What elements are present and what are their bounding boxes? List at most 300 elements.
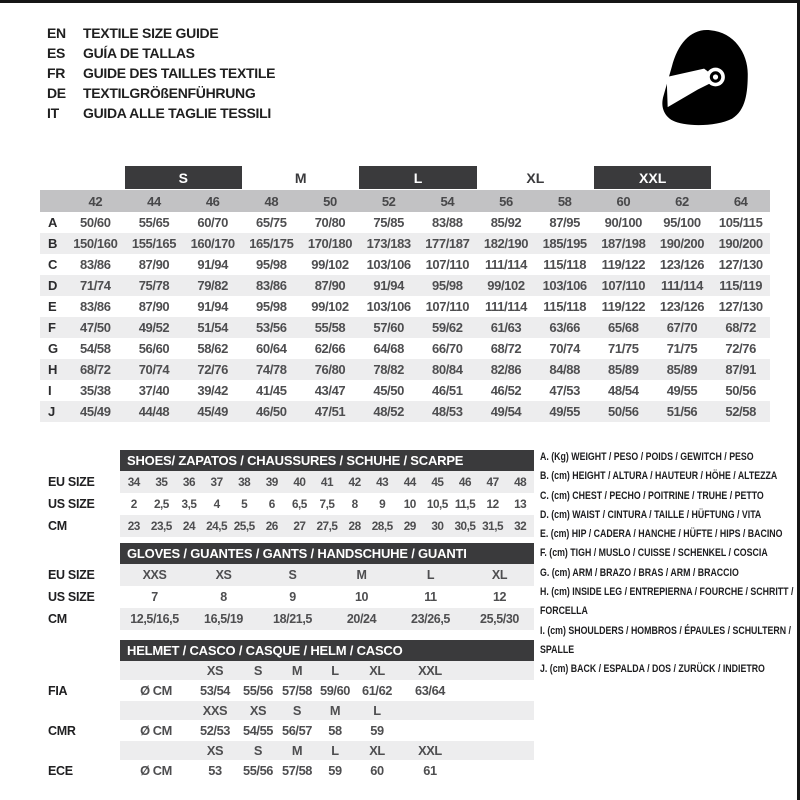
value-cell: 53 [208, 763, 222, 778]
value-cell: 7 [151, 590, 158, 604]
value-cell: 11 [424, 590, 437, 604]
value-cell: 107/110 [601, 278, 646, 293]
value-cell: 49/55 [549, 404, 580, 419]
size-cell: 58 [557, 193, 572, 209]
table-row [40, 586, 534, 608]
language-row [47, 63, 275, 83]
row-letter: F [48, 320, 56, 335]
value-cell: 9 [289, 590, 296, 604]
value-cell: 47 [486, 475, 499, 489]
row-values [120, 586, 534, 608]
size-cell: L [331, 663, 339, 678]
value-cell: 54/58 [80, 341, 111, 356]
value-cell: 37 [210, 475, 223, 489]
value-cell: 123/126 [659, 299, 705, 314]
unit-spacer [120, 661, 192, 680]
value-cell: 187/198 [601, 236, 646, 251]
value-cell: 111/114 [484, 299, 528, 314]
value-cell: 75/78 [138, 278, 170, 293]
value-cell: 123/126 [659, 257, 705, 272]
value-cell: 44 [403, 475, 416, 489]
value-cell: 35 [155, 475, 168, 489]
value-cell: 87/90 [314, 278, 346, 293]
value-cell: 40 [293, 475, 306, 489]
size-cell: 42 [88, 193, 103, 209]
value-cell: 61/63 [490, 320, 522, 335]
value-cell: 7,5 [319, 497, 335, 511]
size-group-s: S [125, 166, 242, 189]
unit-spacer [120, 701, 192, 720]
legend-item: G. (cm) ARM / BRAZO / BRAS / ARM / BRACCIO [540, 566, 739, 579]
language-label: GUÍA DE TALLAS [83, 45, 195, 61]
value-cell: 38 [238, 475, 251, 489]
value-cell: 12 [486, 497, 499, 511]
value-cell: 27,5 [316, 519, 338, 533]
size-cell: 46 [205, 193, 220, 209]
value-cell: 87/91 [725, 362, 756, 377]
size-cell: 48 [264, 193, 279, 209]
row-letter: J [48, 404, 55, 419]
measure-row-b [40, 233, 770, 254]
textile-size-table [40, 166, 770, 422]
value-cell: 95/98 [256, 299, 287, 314]
value-cell: 105/115 [718, 215, 763, 230]
value-cell: 185/195 [542, 236, 587, 251]
table-row [40, 608, 534, 630]
unit-cell: Ø CM [140, 763, 172, 778]
value-cell: 8 [220, 590, 227, 604]
row-letter: H [48, 362, 57, 377]
value-cell: 46/50 [256, 404, 287, 419]
language-code: DE [47, 85, 66, 101]
value-cell: 13 [514, 497, 527, 511]
value-cell: 12,5/16,5 [130, 612, 179, 626]
shoes-rows [40, 471, 534, 537]
value-cell: 5 [241, 497, 248, 511]
value-cell: 115/118 [543, 257, 587, 272]
language-row [47, 83, 275, 103]
size-cell: M [291, 663, 303, 678]
size-cell: XS [206, 663, 224, 678]
table-row [40, 493, 534, 515]
value-cell: 49/52 [138, 320, 170, 335]
helmet-table [40, 640, 534, 781]
value-cell: 6,5 [291, 497, 307, 511]
value-cell: 52/58 [725, 404, 756, 419]
value-cell: 50/56 [725, 383, 756, 398]
language-row [47, 43, 275, 63]
row-letter: B [48, 236, 57, 251]
value-cell: 111/114 [660, 278, 704, 293]
value-cell: 99/102 [487, 278, 525, 293]
value-cell: 23/26,5 [411, 612, 450, 626]
value-cell: 43 [376, 475, 389, 489]
legend-item: F. (cm) TIGH / MUSLO / CUISSE / SCHENKEL / COSCIA [540, 547, 768, 560]
value-cell: 80/84 [432, 362, 463, 377]
value-cell: 56/57 [281, 723, 313, 738]
corner-cell [40, 190, 66, 212]
value-cell: 67/70 [666, 320, 698, 335]
value-cell: 29 [403, 519, 416, 533]
row-values [120, 471, 534, 493]
measure-row-a [40, 212, 770, 233]
value-cell: 42 [348, 475, 361, 489]
value-cell: 45 [431, 475, 444, 489]
value-cell: 54/55 [242, 723, 274, 738]
value-cell: 57/58 [281, 763, 313, 778]
helmet-sizes-row [40, 661, 534, 680]
value-cell: 107/110 [425, 257, 470, 272]
value-cell: 30 [431, 519, 444, 533]
value-cell: 48/54 [608, 383, 639, 398]
row-values [120, 680, 534, 701]
value-cell: 72/76 [197, 362, 228, 377]
value-cell: 115/119 [719, 278, 763, 293]
value-cell: 24,5 [206, 519, 228, 533]
helmet-standard-row [40, 680, 534, 701]
value-cell: 12 [492, 590, 507, 604]
language-label: GUIDE DES TAILLES TEXTILE [83, 65, 276, 81]
legend-item: E. (cm) HIP / CADERA / HANCHE / HÜFTE / HIPS / BACINO [540, 528, 783, 541]
measure-row-f [40, 317, 770, 338]
value-cell: 170/180 [307, 236, 353, 251]
value-cell: 82/86 [490, 362, 522, 377]
row-letter: A [48, 215, 57, 230]
row-letter: G [48, 341, 58, 356]
row-letter: E [48, 299, 57, 314]
value-cell: 83/86 [80, 257, 111, 272]
value-cell: 36 [182, 475, 196, 489]
row-values [120, 515, 534, 537]
value-cell: 103/106 [542, 278, 587, 293]
value-cell: 45/49 [80, 404, 111, 419]
value-cell: 30,5 [454, 519, 476, 533]
value-cell: 74/78 [256, 362, 287, 377]
gloves-table [40, 543, 534, 630]
value-cell: 66/70 [432, 341, 463, 356]
value-cell: 91/94 [197, 299, 228, 314]
value-cell: 60/70 [197, 215, 228, 230]
value-cell: 173/183 [366, 236, 411, 251]
value-cell: 99/102 [311, 257, 349, 272]
standard-label: ECE [48, 763, 73, 778]
unit-cell: Ø CM [140, 683, 172, 698]
size-cell: 44 [147, 193, 161, 209]
value-cell: 20/24 [346, 612, 377, 626]
value-cell: 95/100 [663, 215, 701, 230]
size-group-l: L [359, 166, 476, 189]
value-cell: 56/60 [138, 341, 170, 356]
legend-item: I. (cm) SHOULDERS / HOMBROS / ÉPAULES / SCHULTERN / SPALLE [540, 624, 791, 656]
helmet-sizes-row [40, 741, 534, 760]
value-cell: 34 [127, 475, 140, 489]
row-label: US SIZE [48, 590, 95, 604]
size-cell: 64 [733, 193, 748, 209]
value-cell: 45/49 [197, 404, 228, 419]
size-group-m: M [294, 169, 307, 186]
value-cell: 71/75 [608, 341, 639, 356]
value-cell: 2,5 [153, 497, 169, 511]
row-letter: D [48, 278, 57, 293]
value-cell: 103/106 [366, 299, 411, 314]
row-values [120, 493, 534, 515]
value-cell: 51/56 [666, 404, 698, 419]
value-cell: 68/72 [725, 320, 756, 335]
value-cell: 24 [182, 519, 196, 533]
value-cell: 68/72 [80, 362, 111, 377]
value-cell: 4 [213, 497, 220, 511]
table-row [40, 515, 534, 537]
numeric-size-band [40, 190, 770, 212]
row-label: EU SIZE [48, 475, 95, 489]
row-values [120, 741, 534, 760]
value-cell: 119/122 [601, 299, 646, 314]
value-cell: 60 [370, 763, 384, 778]
measure-row-d [40, 275, 770, 296]
value-cell: 71/75 [666, 341, 698, 356]
value-cell: 57/58 [281, 683, 313, 698]
value-cell: 49/55 [666, 383, 698, 398]
value-cell: 39 [265, 475, 278, 489]
size-cell: XL [369, 663, 385, 678]
value-cell: 50/56 [608, 404, 639, 419]
value-cell: 44/48 [138, 404, 170, 419]
value-cell: 79/82 [197, 278, 228, 293]
value-cell [400, 720, 460, 741]
value-cell: 9 [379, 497, 386, 511]
size-cell: XXS [202, 703, 228, 718]
value-cell: XS [215, 568, 232, 582]
shoes-table [40, 450, 534, 537]
value-cell: 31,5 [482, 519, 504, 533]
value-cell: 150/160 [73, 236, 118, 251]
row-values [120, 564, 534, 586]
value-cell: 55/56 [242, 683, 274, 698]
value-cell: 107/110 [425, 299, 470, 314]
row-letter: C [48, 257, 57, 272]
row-values [120, 760, 534, 781]
value-cell: 87/90 [138, 257, 170, 272]
value-cell: 53/54 [199, 683, 231, 698]
value-cell: 190/200 [659, 236, 705, 251]
gloves-table-title: GLOVES / GUANTES / GANTS / HANDSCHUHE / GUANTI [120, 543, 534, 564]
value-cell: 48/52 [373, 404, 404, 419]
value-cell: 68/72 [490, 341, 522, 356]
value-cell: 190/200 [718, 236, 763, 251]
size-cell: 50 [323, 193, 337, 209]
size-cell: XS [249, 703, 267, 718]
language-code: IT [47, 105, 59, 121]
value-cell: 37/40 [138, 383, 170, 398]
size-group-xl: XL [526, 169, 545, 186]
value-cell: 83/88 [432, 215, 463, 230]
size-cell: 62 [675, 193, 689, 209]
value-cell: 6 [268, 497, 275, 511]
value-cell: 76/80 [314, 362, 346, 377]
value-cell: 87/90 [138, 299, 170, 314]
value-cell: 47/53 [549, 383, 580, 398]
value-cell: 10,5 [426, 497, 448, 511]
value-cell: 23 [127, 519, 140, 533]
value-cell: 71/74 [80, 278, 111, 293]
row-values [120, 608, 534, 630]
value-cell: 70/74 [138, 362, 170, 377]
value-cell: 45/50 [373, 383, 404, 398]
value-cell: 182/190 [483, 236, 529, 251]
value-cell: 85/89 [608, 362, 639, 377]
textile-measure-rows [40, 212, 770, 422]
value-cell: 90/100 [604, 215, 643, 230]
value-cell: 63/66 [549, 320, 580, 335]
value-cell: 25,5 [233, 519, 255, 533]
value-cell: 59 [370, 723, 384, 738]
value-cell: 2 [130, 497, 137, 511]
helmet-table-title: HELMET / CASCO / CASQUE / HELM / CASCO [120, 640, 534, 661]
value-cell: 61 [423, 763, 437, 778]
language-label: TEXTILGRÖßENFÜHRUNG [83, 85, 256, 101]
value-cell: 85/92 [490, 215, 522, 230]
value-cell: 59 [328, 763, 342, 778]
value-cell: 91/94 [197, 257, 228, 272]
gloves-rows [40, 564, 534, 630]
value-cell: 48 [514, 475, 527, 489]
value-cell: 95/98 [256, 257, 287, 272]
value-cell: 8 [351, 497, 358, 511]
value-cell: 115/118 [543, 299, 587, 314]
value-cell: 53/56 [256, 320, 287, 335]
value-cell: 72/76 [725, 341, 756, 356]
value-cell: 25,5/30 [480, 612, 519, 626]
measure-row-j [40, 401, 770, 422]
size-cell: XS [206, 743, 224, 758]
value-cell: 46/51 [432, 383, 463, 398]
value-cell: 99/102 [311, 299, 349, 314]
measure-row-c [40, 254, 770, 275]
helmet-standard-row [40, 720, 534, 741]
value-cell: 32 [514, 519, 527, 533]
value-cell: 119/122 [601, 257, 646, 272]
value-cell: 127/130 [718, 299, 763, 314]
language-code: ES [47, 45, 66, 61]
row-label: CM [48, 612, 67, 626]
table-row [40, 471, 534, 493]
value-cell: 57/60 [373, 320, 404, 335]
legend-item: B. (cm) HEIGHT / ALTURA / HAUTEUR / HÖHE / ALTEZZA [540, 470, 778, 483]
legend-item: D. (cm) WAIST / CINTURA / TAILLE / HÜFTUNG / VITA [540, 508, 762, 521]
row-letter: I [48, 383, 52, 398]
racing-helmet-icon [650, 23, 754, 131]
value-cell: 46/52 [490, 383, 522, 398]
value-cell: 95/98 [432, 278, 463, 293]
value-cell: L [426, 568, 435, 582]
legend-item: A. (Kg) WEIGHT / PESO / POIDS / GEWITCH / PESO [540, 451, 754, 463]
value-cell: 52/53 [199, 723, 231, 738]
value-cell: M [356, 568, 367, 582]
value-cell: 47/50 [80, 320, 111, 335]
value-cell: 23,5 [150, 519, 172, 533]
size-cell: 56 [499, 193, 513, 209]
language-list [47, 23, 275, 123]
value-cell: 3,5 [181, 497, 197, 511]
size-cell: M [329, 703, 341, 718]
size-cell: XXL [418, 663, 442, 678]
row-label: US SIZE [48, 497, 95, 511]
value-cell: 26 [265, 519, 278, 533]
measure-row-g [40, 338, 770, 359]
size-group-xxl: XXL [594, 166, 711, 189]
shoes-table-title: SHOES/ ZAPATOS / CHAUSSURES / SCHUHE / SCARPE [120, 450, 534, 471]
size-cell: XL [369, 743, 385, 758]
value-cell: 61/62 [361, 683, 393, 698]
value-cell: 127/130 [718, 257, 763, 272]
value-cell: 49/54 [490, 404, 522, 419]
value-cell: 35/38 [80, 383, 111, 398]
value-cell: 87/95 [549, 215, 580, 230]
value-cell: S [288, 568, 297, 582]
value-cell: XL [491, 568, 508, 582]
value-cell: 55/58 [314, 320, 346, 335]
value-cell: 91/94 [373, 278, 404, 293]
value-cell: 65/68 [608, 320, 639, 335]
value-cell: 63/64 [414, 683, 446, 698]
legend-item: J. (cm) BACK / ESPALDA / DOS / ZURÜCK / INDIETRO [540, 663, 765, 676]
value-cell: 84/88 [549, 362, 580, 377]
language-row [47, 103, 275, 123]
size-cell: M [291, 743, 303, 758]
helmet-standard-row [40, 760, 534, 781]
row-values [120, 701, 534, 720]
unit-cell: Ø CM [140, 723, 172, 738]
value-cell: 70/80 [314, 215, 346, 230]
row-values [120, 720, 534, 741]
helmet-icon [650, 23, 754, 131]
standard-label: FIA [48, 683, 68, 698]
value-cell: 103/106 [366, 257, 411, 272]
language-code: FR [47, 65, 66, 81]
value-cell: 83/86 [80, 299, 111, 314]
value-cell: 59/62 [432, 320, 463, 335]
value-cell: 39/42 [197, 383, 228, 398]
size-group-row [40, 166, 770, 189]
value-cell: 43/47 [314, 383, 346, 398]
helmet-rows [40, 661, 534, 781]
value-cell: 55/56 [242, 763, 274, 778]
value-cell: 41/45 [256, 383, 287, 398]
legend-item: C. (cm) CHEST / PECHO / POITRINE / TRUHE / PETTO [540, 489, 764, 502]
value-cell: 160/170 [190, 236, 235, 251]
size-cell: L [373, 703, 381, 718]
standard-label: CMR [48, 723, 76, 738]
value-cell: 64/68 [373, 341, 404, 356]
value-cell: 70/74 [549, 341, 580, 356]
row-label: EU SIZE [48, 568, 95, 582]
value-cell: XXS [142, 568, 167, 582]
value-cell: 155/165 [131, 236, 177, 251]
legend-item: H. (cm) INSIDE LEG / ENTREPIERNA / FOURCHE / SCHRITT / FORCELLA [540, 586, 794, 618]
value-cell: 27 [293, 519, 306, 533]
value-cell: 111/114 [484, 257, 528, 272]
value-cell: 85/89 [666, 362, 698, 377]
size-cell: 54 [440, 193, 455, 209]
value-cell: 75/85 [373, 215, 404, 230]
size-cell: XXL [418, 743, 442, 758]
value-cell: 55/65 [138, 215, 170, 230]
value-cell: 83/86 [256, 278, 287, 293]
value-cell: 50/60 [80, 215, 111, 230]
value-cell: 165/175 [249, 236, 294, 251]
value-cell: 10 [354, 590, 369, 604]
size-cell: L [331, 743, 339, 758]
